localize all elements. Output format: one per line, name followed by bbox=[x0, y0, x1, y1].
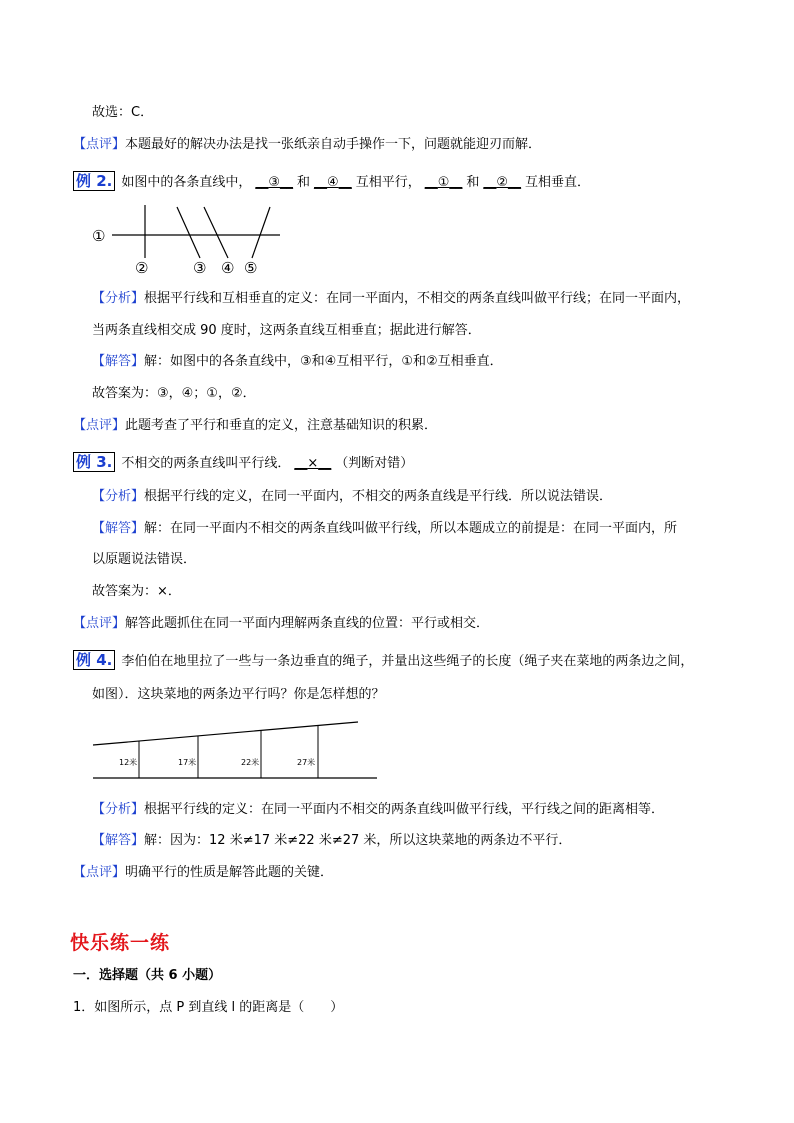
section-heading: 一．选择题（共 6 小题） bbox=[73, 968, 222, 983]
ex3-answer-2: 以原题说法错误． bbox=[92, 552, 197, 567]
analysis-tag: 【分析】 bbox=[92, 291, 145, 306]
ex4-analysis bbox=[92, 801, 664, 819]
example-2-label: 例 2. bbox=[73, 171, 115, 191]
rope-length-4: 27米 bbox=[297, 758, 316, 767]
rope-length-2: 17米 bbox=[178, 758, 197, 767]
q-text: 如图中的各条直线中， bbox=[121, 175, 252, 190]
rope-length-1: 12米 bbox=[119, 758, 138, 767]
answer-text: 解：因为：12 米≠17 米≠22 米≠27 米，所以这块菜地的两条边不平行． bbox=[144, 833, 572, 848]
comment-text: 本题最好的解决办法是找一张纸亲自动手操作一下，问题就能迎刃而解． bbox=[125, 137, 542, 152]
ex2-answer-2: 故答案为：③，④；①，②． bbox=[92, 386, 256, 401]
q-text: （判断对错） bbox=[335, 456, 414, 471]
q-text: 和 bbox=[297, 175, 311, 190]
line-label-5: ⑤ bbox=[244, 259, 258, 277]
comment-tag: 【点评】 bbox=[73, 418, 126, 433]
ex3-answer-3: 故答案为：×． bbox=[92, 584, 181, 599]
q-text: 互相垂直． bbox=[525, 175, 591, 190]
answer-tag: 【解答】 bbox=[92, 354, 145, 369]
line-label-2: ② bbox=[135, 259, 149, 277]
ex4-answer bbox=[92, 832, 571, 850]
practice-title: 快乐练一练 bbox=[70, 932, 171, 954]
blank-1: __③__ bbox=[255, 175, 294, 190]
answer-text: 解：在同一平面内不相交的两条直线叫做平行线，所以本题成立的前提是：在同一平面内，所 bbox=[144, 521, 678, 536]
answer-text: 解：如图中的各条直线中，③和④互相平行，①和②互相垂直． bbox=[144, 354, 503, 369]
comment-text: 此题考查了平行和垂直的定义，注意基础知识的积累． bbox=[125, 418, 438, 433]
line-label-4: ④ bbox=[221, 259, 235, 277]
blank-4: __②__ bbox=[483, 175, 522, 190]
analysis-text: 根据平行线和互相垂直的定义：在同一平面内，不相交的两条直线叫做平行线；在同一平面内， bbox=[144, 291, 691, 306]
rope-length-3: 22米 bbox=[241, 758, 260, 767]
answer-tag: 【解答】 bbox=[92, 833, 145, 848]
analysis-tag: 【分析】 bbox=[92, 489, 145, 504]
analysis-text: 根据平行线的定义，在同一平面内，不相交的两条直线是平行线．所以说法错误． bbox=[144, 489, 613, 504]
blank-3: __①__ bbox=[424, 175, 463, 190]
analysis-text: 根据平行线的定义：在同一平面内不相交的两条直线叫做平行线，平行线之间的距离相等． bbox=[144, 802, 665, 817]
comment-tag: 【点评】 bbox=[73, 137, 126, 152]
comment-text: 明确平行的性质是解答此题的关键． bbox=[125, 865, 334, 880]
q-text: 互相平行， bbox=[355, 175, 421, 190]
answer-tag: 【解答】 bbox=[92, 521, 145, 536]
example-4-label: 例 4. bbox=[73, 650, 115, 670]
q-text: 不相交的两条直线叫平行线． bbox=[121, 456, 291, 471]
comment-tag: 【点评】 bbox=[73, 616, 126, 631]
blank-2: __④__ bbox=[314, 175, 352, 190]
example-3-label: 例 3. bbox=[73, 452, 115, 472]
example-4-question-2: 如图）．这块菜地的两条边平行吗？你是怎样想的？ bbox=[92, 687, 385, 702]
blank-judge: __×__ bbox=[294, 456, 332, 471]
comment-tag: 【点评】 bbox=[73, 865, 126, 880]
question-1: 1．如图所示，点 P 到直线 l 的距离是（ ） bbox=[73, 1000, 344, 1015]
q-text: 李伯伯在地里拉了一些与一条边垂直的绳子，并量出这些绳子的长度（绳子夹在菜地的两条边之间， bbox=[121, 654, 694, 669]
ex2-analysis-2: 当两条直线相交成 90 度时，这两条直线互相垂直；据此进行解答． bbox=[92, 323, 481, 338]
q-text: 和 bbox=[466, 175, 480, 190]
comment-text: 解答此题抓住在同一平面内理解两条直线的位置：平行或相交． bbox=[125, 616, 490, 631]
line-label-1: ① bbox=[92, 227, 106, 245]
line-label-3: ③ bbox=[193, 259, 207, 277]
conclusion-line: 故选：C． bbox=[92, 105, 154, 120]
analysis-tag: 【分析】 bbox=[92, 802, 145, 817]
ex4-comment bbox=[73, 864, 333, 882]
